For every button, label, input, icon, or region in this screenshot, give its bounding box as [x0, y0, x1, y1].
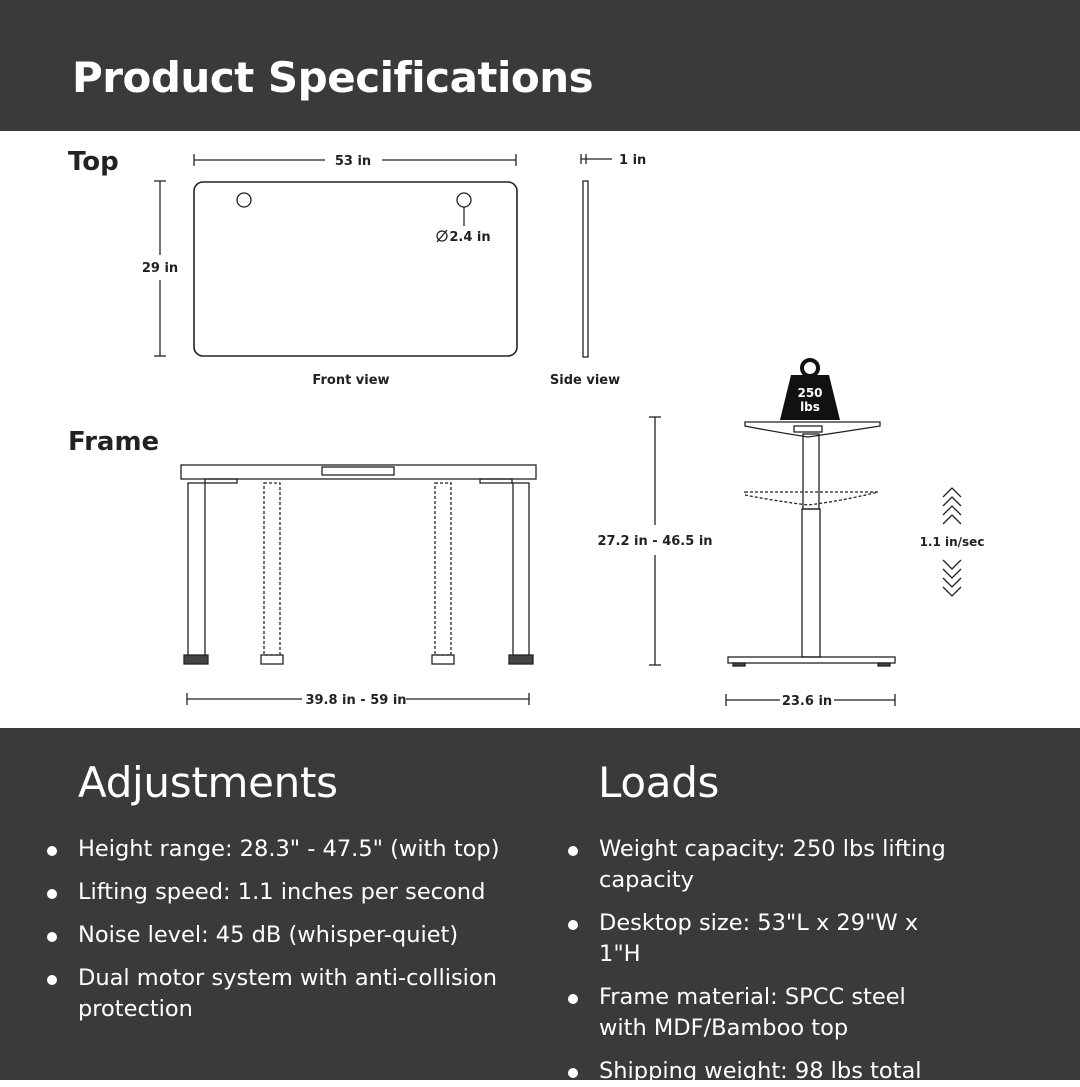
- list-item: Lifting speed: 1.1 inches per second: [47, 877, 517, 908]
- loads-title: Loads: [598, 758, 720, 807]
- frame-width-range-label: 39.8 in - 59 in: [305, 693, 407, 708]
- desktop-thickness-label: 1 in: [619, 153, 647, 168]
- lifting-speed-label: 1.1 in/sec: [919, 535, 985, 549]
- list-item: Weight capacity: 250 lbs lifting capacity: [568, 834, 948, 896]
- frame-height-range-label: 27.2 in - 46.5 in: [597, 534, 713, 549]
- diameter-icon: [437, 230, 447, 242]
- grommet-hole-right: [457, 193, 471, 207]
- list-item: Shipping weight: 98 lbs total: [568, 1056, 948, 1087]
- list-item: Height range: 28.3" - 47.5" (with top): [47, 834, 517, 865]
- list-item: Dual motor system with anti-collision protection: [47, 963, 517, 1025]
- list-item: Noise level: 45 dB (whisper-quiet): [47, 920, 517, 951]
- technical-drawing: [0, 131, 1080, 728]
- desktop-side-view: [583, 181, 588, 357]
- load-weight-unit: lbs: [800, 400, 820, 414]
- base-depth-label: 23.6 in: [781, 694, 833, 709]
- specs-panel: [0, 728, 1080, 1084]
- weight-icon: [780, 360, 840, 420]
- grommet-hole-left: [237, 193, 251, 207]
- frame-front-view: [181, 465, 536, 664]
- adjustments-list: [47, 834, 517, 1025]
- page-title: Product Specifications: [72, 53, 594, 102]
- load-weight-value: 250: [797, 386, 823, 400]
- front-view-caption: Front view: [312, 373, 390, 388]
- side-view-caption: Side view: [549, 373, 621, 388]
- loads-list: [568, 834, 948, 1087]
- desktop-front-view: [194, 182, 517, 356]
- grommet-diameter-label: 2.4 in: [449, 230, 491, 245]
- header-band: [0, 0, 1080, 131]
- chevron-up-icon: [943, 488, 961, 524]
- list-item: Desktop size: 53"L x 29"W x 1"H: [568, 908, 948, 970]
- chevron-down-icon: [943, 560, 961, 596]
- desktop-width-label: 53 in: [334, 154, 372, 169]
- frame-section-title: Frame: [68, 427, 160, 457]
- frame-side-view: [728, 422, 895, 666]
- spec-diagram: [0, 131, 1080, 728]
- list-item: Frame material: SPCC steel with MDF/Bamboo top: [568, 982, 948, 1044]
- desktop-depth-label: 29 in: [141, 261, 179, 276]
- adjustments-title: Adjustments: [78, 758, 338, 807]
- top-section-title: Top: [68, 147, 119, 177]
